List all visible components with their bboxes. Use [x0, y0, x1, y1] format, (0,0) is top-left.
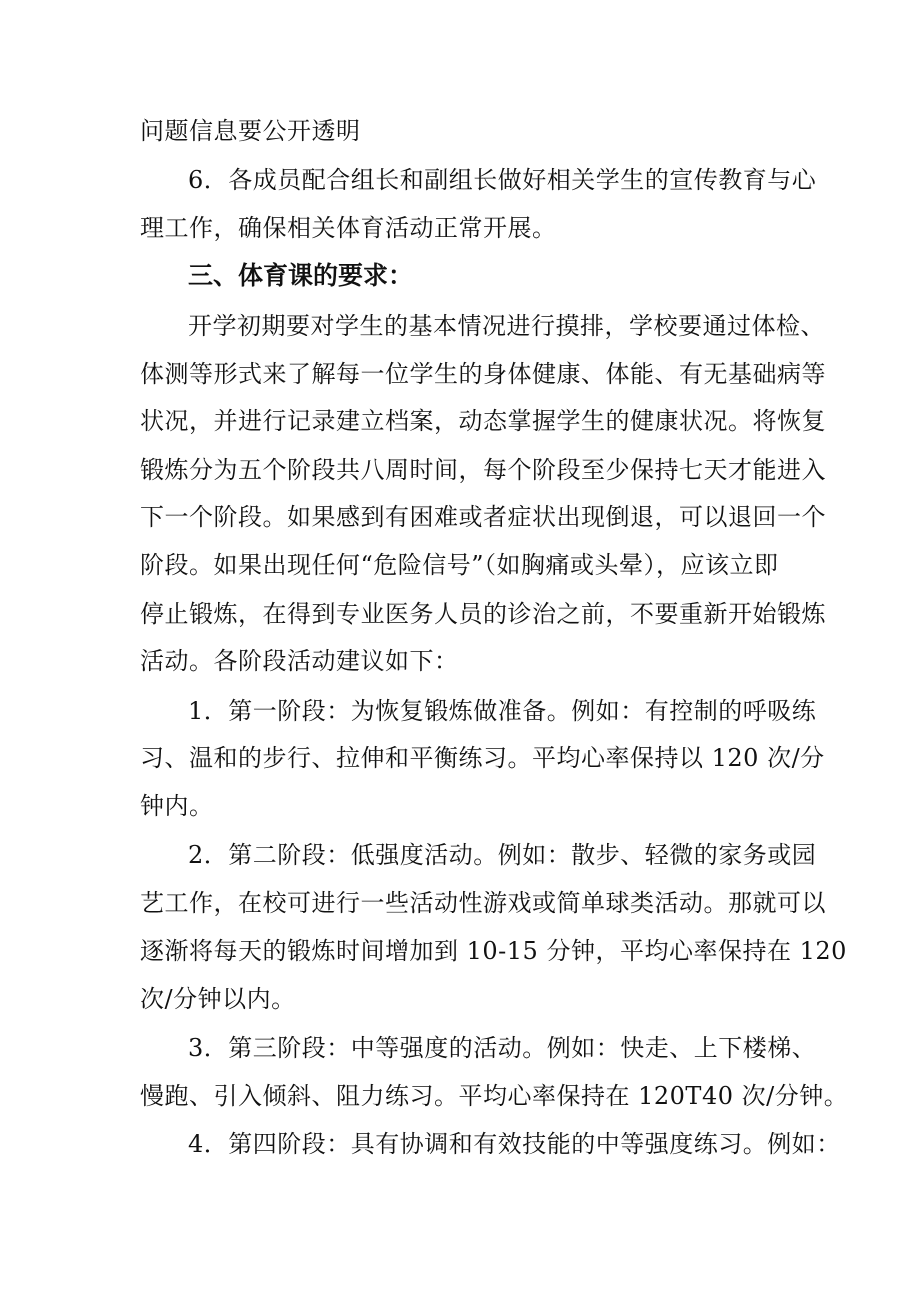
stage4-line-1: 4．第四阶段：具有协调和有效技能的中等强度练习。例如： — [188, 1130, 841, 1158]
intro-line-8: 活动。各阶段活动建议如下： — [140, 647, 459, 675]
item6-line-1: 6．各成员配合组长和副组长做好相关学生的宣传教育与心 — [188, 166, 817, 194]
carryover-line: 问题信息要公开透明 — [140, 117, 361, 145]
stage2-line-4: 次/分钟以内。 — [140, 985, 296, 1013]
intro-line-7: 停止锻炼，在得到专业医务人员的诊治之前，不要重新开始锻炼 — [140, 600, 826, 628]
item6-line-2: 理工作，确保相关体育活动正常开展。 — [140, 214, 557, 242]
intro-line-6: 阶段。如果出现任何“危险信号”（如胸痛或头晕），应该立即 — [140, 551, 779, 579]
stage1-line-2: 习、温和的步行、拉伸和平衡练习。平均心率保持以 120 次/分 — [140, 744, 825, 772]
stage1-line-1: 1．第一阶段：为恢复锻炼做准备。例如：有控制的呼吸练 — [188, 697, 817, 725]
intro-line-4: 锻炼分为五个阶段共八周时间，每个阶段至少保持七天才能进入 — [140, 456, 826, 484]
intro-line-1: 开学初期要对学生的基本情况进行摸排，学校要通过体检、 — [188, 312, 825, 340]
section-heading: 三、体育课的要求： — [188, 261, 414, 290]
stage2-line-2: 艺工作，在校可进行一些活动性游戏或简单球类活动。那就可以 — [140, 889, 826, 917]
stage1-line-3: 钟内。 — [140, 792, 214, 820]
intro-line-5: 下一个阶段。如果感到有困难或者症状出现倒退，可以退回一个 — [140, 503, 826, 531]
intro-line-3: 状况，并进行记录建立档案，动态掌握学生的健康状况。将恢复 — [140, 407, 826, 435]
intro-line-2: 体测等形式来了解每一位学生的身体健康、体能、有无基础病等 — [140, 360, 826, 388]
stage3-line-2: 慢跑、引入倾斜、阻力练习。平均心率保持在 120T40 次/分钟。 — [140, 1082, 849, 1110]
stage2-line-1: 2．第二阶段：低强度活动。例如：散步、轻微的家务或园 — [188, 841, 817, 869]
stage3-line-1: 3．第三阶段：中等强度的活动。例如：快走、上下楼梯、 — [188, 1034, 817, 1062]
stage2-line-3: 逐渐将每天的锻炼时间增加到 10-15 分钟，平均心率保持在 120 — [140, 937, 847, 965]
